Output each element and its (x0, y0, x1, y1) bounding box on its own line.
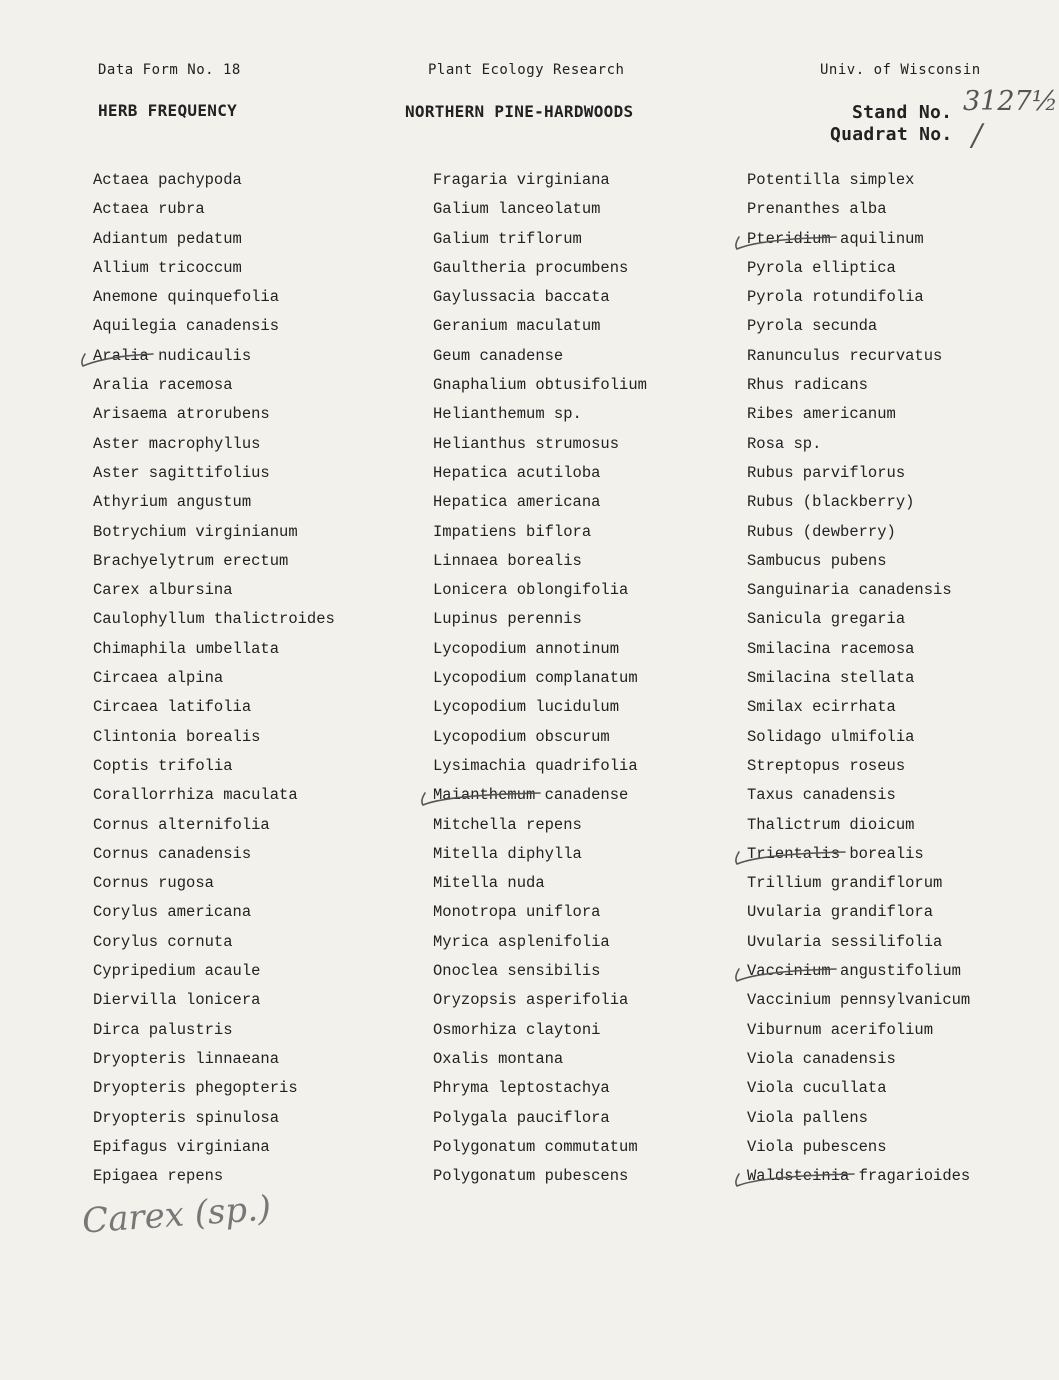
species-item: Diervilla lonicera (93, 991, 261, 1010)
institution-name: Univ. of Wisconsin (820, 62, 981, 78)
species-item: Coptis trifolia (93, 756, 233, 775)
pencil-mark-icon (731, 957, 840, 987)
species-item: Actaea rubra (93, 200, 205, 219)
species-item: Polygonatum pubescens (433, 1167, 629, 1186)
species-item: Rubus (blackberry) (747, 493, 915, 512)
species-item: Anemone quinquefolia (93, 288, 280, 307)
stand-number-handwritten: 3127½ (963, 86, 1058, 117)
species-item: Smilax ecirrhata (747, 698, 896, 717)
species-item: Viola pallens (747, 1108, 868, 1127)
species-item: Dirca palustris (93, 1020, 233, 1039)
species-item: Lycopodium obscurum (433, 727, 610, 746)
species-item: Adiantum pedatum (93, 229, 242, 248)
handwritten-note: Carex (sp.) (80, 1188, 273, 1242)
species-item: Polygonatum commutatum (433, 1137, 638, 1156)
species-item: Lonicera oblongifolia (433, 581, 629, 600)
species-item: Maianthemum canadense (433, 781, 647, 810)
quadrat-label: Quadrat No. (830, 124, 953, 145)
species-item: Carex albursina (93, 581, 233, 600)
species-item: Thalictrum dioicum (747, 815, 915, 834)
species-item: Lysimachia quadrifolia (433, 756, 638, 775)
species-item: Sanguinaria canadensis (747, 581, 952, 600)
species-item: Corylus cornuta (93, 932, 233, 951)
pencil-mark-icon (731, 840, 849, 870)
species-item: Lycopodium complanatum (433, 669, 638, 688)
species-item: Aralia racemosa (93, 376, 233, 395)
species-item: Myrica asplenifolia (433, 932, 610, 951)
form-title: HERB FREQUENCY (98, 101, 238, 120)
species-item: Pyrola elliptica (747, 258, 896, 277)
species-item: Ribes americanum (747, 405, 896, 424)
species-column-2 (433, 166, 647, 1191)
species-item: Viola canadensis (747, 1049, 896, 1068)
species-item: Arisaema atrorubens (93, 405, 270, 424)
species-item: Sambucus pubens (747, 551, 887, 570)
species-column-1 (93, 166, 335, 1191)
species-item: Solidago ulmifolia (747, 727, 915, 746)
species-item: Brachyelytrum erectum (93, 551, 289, 570)
species-item: Onoclea sensibilis (433, 962, 601, 981)
species-item: Hepatica acutiloba (433, 463, 601, 482)
species-item: Dryopteris linnaeana (93, 1049, 280, 1068)
species-column-3 (747, 166, 970, 1191)
species-item: Rhus radicans (747, 376, 868, 395)
species-item: Trillium grandiflorum (747, 874, 943, 893)
species-item: Gnaphalium obtusifolium (433, 376, 647, 395)
species-item: Smilacina stellata (747, 669, 915, 688)
species-item: Sanicula gregaria (747, 610, 906, 629)
species-item: Oxalis montana (433, 1049, 564, 1068)
quadrat-number-handwritten: / (972, 118, 983, 153)
species-item: Mitchella repens (433, 815, 582, 834)
species-item: Chimaphila umbellata (93, 639, 280, 658)
species-item: Corylus americana (93, 903, 252, 922)
species-item: Dryopteris spinulosa (93, 1108, 280, 1127)
species-item: Athyrium angustum (93, 493, 252, 512)
species-item: Aquilegia canadensis (93, 317, 280, 336)
species-item: Smilacina racemosa (747, 639, 915, 658)
form-number: Data Form No. 18 (98, 62, 241, 78)
species-item: Rubus (dewberry) (747, 522, 896, 541)
species-item: Pteridium aquilinum (747, 225, 970, 254)
lab-name: Plant Ecology Research (428, 62, 625, 78)
species-item: Cornus rugosa (93, 874, 214, 893)
species-item: Taxus canadensis (747, 786, 896, 805)
species-item: Waldsteinia fragarioides (747, 1162, 970, 1191)
species-item: Allium tricoccum (93, 258, 242, 277)
species-item: Oryzopsis asperifolia (433, 991, 629, 1010)
species-item: Aster macrophyllus (93, 434, 261, 453)
species-item: Viburnum acerifolium (747, 1020, 934, 1039)
species-item: Aster sagittifolius (93, 463, 270, 482)
species-item: Osmorhiza claytoni (433, 1020, 601, 1039)
species-item: Gaylussacia baccata (433, 288, 610, 307)
species-item: Trientalis borealis (747, 840, 970, 869)
species-item: Aralia nudicaulis (93, 342, 335, 371)
species-item: Galium lanceolatum (433, 200, 601, 219)
species-item: Cypripedium acaule (93, 962, 261, 981)
species-item: Vaccinium angustifolium (747, 957, 970, 986)
species-item: Polygala pauciflora (433, 1108, 610, 1127)
species-item: Geranium maculatum (433, 317, 601, 336)
species-item: Corallorrhiza maculata (93, 786, 298, 805)
species-item: Streptopus roseus (747, 756, 906, 775)
species-item: Rosa sp. (747, 434, 822, 453)
species-item: Cornus alternifolia (93, 815, 270, 834)
community-title: NORTHERN PINE-HARDWOODS (405, 102, 634, 121)
species-item: Uvularia grandiflora (747, 903, 934, 922)
species-item: Vaccinium pennsylvanicum (747, 991, 971, 1010)
species-item: Caulophyllum thalictroides (93, 610, 335, 629)
species-item: Geum canadense (433, 346, 564, 365)
species-item: Potentilla simplex (747, 171, 915, 189)
species-item: Fragaria virginiana (433, 171, 610, 189)
species-item: Gaultheria procumbens (433, 258, 629, 277)
pencil-mark-icon (731, 225, 840, 255)
species-item: Viola pubescens (747, 1137, 887, 1156)
species-item: Pyrola rotundifolia (747, 288, 924, 307)
species-item: Impatiens biflora (433, 522, 592, 541)
stand-label: Stand No. (852, 102, 953, 123)
species-item: Epigaea repens (93, 1167, 224, 1186)
pencil-mark-icon (77, 342, 157, 372)
species-item: Monotropa uniflora (433, 903, 601, 922)
species-item: Epifagus virginiana (93, 1137, 270, 1156)
species-item: Helianthemum sp. (433, 405, 582, 424)
species-item: Hepatica americana (433, 493, 601, 512)
species-item: Circaea alpina (93, 669, 224, 688)
species-item: Lycopodium lucidulum (433, 698, 620, 717)
species-item: Helianthus strumosus (433, 434, 620, 453)
species-item: Botrychium virginianum (93, 522, 298, 541)
species-item: Linnaea borealis (433, 551, 582, 570)
species-item: Clintonia borealis (93, 727, 261, 746)
species-item: Prenanthes alba (747, 200, 887, 219)
pencil-mark-icon (417, 781, 544, 811)
species-item: Dryopteris phegopteris (93, 1079, 298, 1098)
species-item: Lycopodium annotinum (433, 639, 620, 658)
species-item: Uvularia sessilifolia (747, 932, 943, 951)
species-item: Pyrola secunda (747, 317, 878, 336)
species-item: Viola cucullata (747, 1079, 887, 1098)
species-item: Rubus parviflorus (747, 463, 906, 482)
species-item: Mitella nuda (433, 874, 545, 893)
species-item: Mitella diphylla (433, 844, 582, 863)
species-item: Actaea pachypoda (93, 171, 242, 189)
species-item: Ranunculus recurvatus (747, 346, 943, 365)
pencil-mark-icon (731, 1162, 858, 1192)
species-item: Lupinus perennis (433, 610, 582, 629)
species-item: Galium triflorum (433, 229, 582, 248)
species-item: Circaea latifolia (93, 698, 252, 717)
species-item: Cornus canadensis (93, 844, 252, 863)
species-item: Phryma leptostachya (433, 1079, 610, 1098)
